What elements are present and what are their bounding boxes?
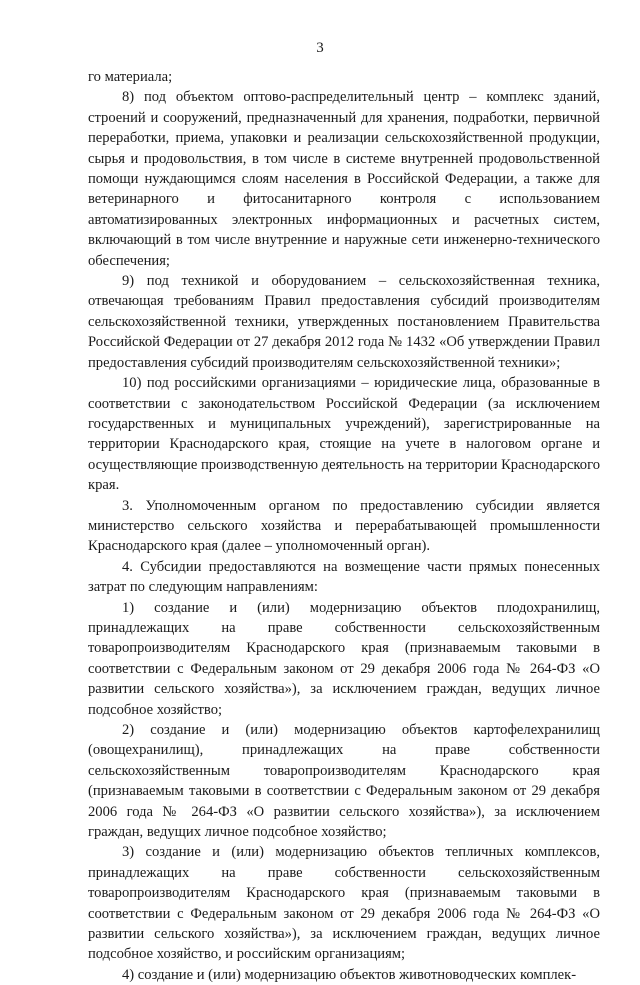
paragraph-item-9: 9) под техникой и оборудованием – сельскохозяйственная техника, отвечающая требованиям Правил предоставления субсидий производителям сельскохозяйственной техники, утвержденных постановлением Правительства Российской Федерации от 27 декабря 2012 года № 1432 «Об утверждении Правил предоставления субсидий производителям сельскохозяйственной техники»;	[88, 273, 600, 371]
paragraph-clause-4: 4. Субсидии предоставляются на возмещение части прямых понесенных затрат по следующим направлениям:	[88, 558, 600, 596]
page-number: 3	[316, 40, 324, 56]
paragraph-item-10: 10) под российскими организациями – юридические лица, образованные в соответствии с законодательством Российской Федерации (за исключением государственных и муниципальных учреждений), зарегистрированные на территории Краснодарского края, стоящие на учете в налоговом органе и осуществляющие производственную деятельность на территории Краснодарского края.	[88, 375, 600, 494]
paragraph-continuation: го материала;	[88, 69, 173, 85]
paragraph-subitem-3: 3) создание и (или) модернизацию объектов тепличных комплексов, принадлежащих на праве собственности сельскохозяйственным товаропроизводителям Краснодарского края (признаваемым таковыми в соответствии с Федеральным законом от 29 декабря 2006 года № 264-ФЗ «О развитии сельского хозяйства»), за исключением граждан, ведущих личное подсобное хозяйство, и российским организациям;	[88, 844, 600, 963]
paragraph-subitem-1: 1) создание и (или) модернизацию объектов плодохранилищ, принадлежащих на праве собственности сельскохозяйственным товаропроизводителям Краснодарского края (признаваемым таковыми в соответствии с Федеральным законом от 29 декабря 2006 года № 264-ФЗ «О развитии сельского хозяйства»), за исключением граждан, ведущих личное подсобное хозяйство;	[88, 599, 600, 718]
paragraph-item-8: 8) под объектом оптово-распределительный центр – комплекс зданий, строений и сооружений, предназначенный для хранения, подработки, первичной переработки, приема, упаковки и реализации сельскохозяйственной продукции, сырья и продовольствия, в том числе в системе внутренней продовольственной помощи нуждающимся слоям населения в Российской Федерации, а также для ветеринарного и фитосанитарного контроля с использованием автоматизированных электронных информационных и расчетных систем, включающий в том числе внутренние и наружные сети инженерно-технического обеспечения;	[88, 89, 600, 269]
paragraph-subitem-4: 4) создание и (или) модернизацию объектов животноводческих комплек-	[122, 966, 577, 983]
document-body	[88, 67, 600, 985]
paragraph-subitem-2: 2) создание и (или) модернизацию объектов картофелехранилищ (овощехранилищ), принадлежащих на праве собственности сельскохозяйственным товаропроизводителям Краснодарского края (признаваемым таковыми в соответствии с Федеральным законом от 29 декабря 2006 года № 264-ФЗ «О развитии сельского хозяйства»), за исключением граждан, ведущих личное подсобное хозяйство;	[88, 722, 600, 841]
paragraph-clause-3: 3. Уполномоченным органом по предоставлению субсидии является министерство сельского хозяйства и перерабатывающей промышленности Краснодарского края (далее – уполномоченный орган).	[88, 497, 600, 555]
